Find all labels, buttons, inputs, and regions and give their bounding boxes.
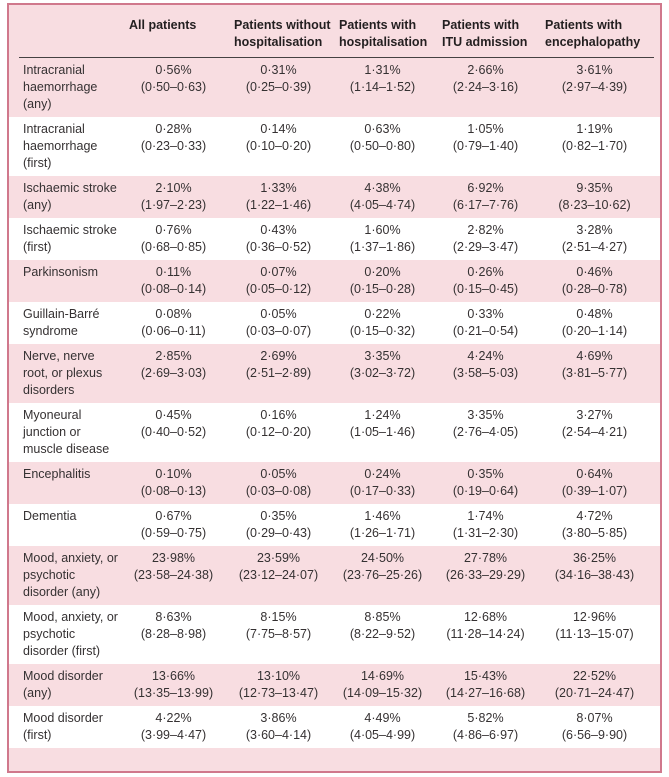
value-cell	[339, 609, 442, 643]
value-cell	[129, 264, 234, 298]
value-cell	[339, 407, 442, 441]
cell-percentage: 2·85%	[155, 349, 192, 363]
cell-confidence-interval: (14·09–15·32)	[342, 686, 423, 700]
cell-confidence-interval: (2·54–4·21)	[561, 425, 628, 439]
cell-percentage: 0·11%	[155, 265, 192, 279]
value-cell	[442, 180, 545, 214]
value-cell	[234, 121, 339, 155]
cell-confidence-interval: (8·28–8·98)	[140, 627, 207, 641]
cell-confidence-interval: (8·23–10·62)	[558, 198, 631, 212]
cell-percentage: 1·74%	[467, 509, 504, 523]
cell-confidence-interval: (26·33–29·29)	[445, 568, 526, 582]
value-cell	[442, 668, 545, 702]
cell-confidence-interval: (11·13–15·07)	[555, 627, 634, 641]
cell-percentage: 0·64%	[576, 467, 613, 481]
cell-percentage: 4·24%	[467, 349, 504, 363]
table-row	[9, 302, 660, 344]
cell-percentage: 2·66%	[467, 63, 504, 77]
value-cell	[129, 348, 234, 382]
cell-confidence-interval: (0·82–1·70)	[561, 139, 628, 153]
value-cell	[339, 668, 442, 702]
row-label: Encephalitis	[23, 467, 91, 481]
cell-percentage: 1·60%	[364, 223, 401, 237]
cell-confidence-interval: (0·15–0·45)	[452, 282, 519, 296]
column-header: Patients with hospitalisation	[339, 18, 428, 49]
table-row	[9, 706, 660, 748]
cell-confidence-interval: (1·31–2·30)	[452, 526, 519, 540]
cell-confidence-interval: (4·05–4·74)	[349, 198, 416, 212]
value-cell	[442, 407, 545, 441]
value-cell	[339, 466, 442, 500]
cell-percentage: 0·46%	[576, 265, 613, 279]
value-cell	[234, 710, 339, 744]
cell-confidence-interval: (0·39–1·07)	[561, 484, 628, 498]
cell-confidence-interval: (0·28–0·78)	[561, 282, 628, 296]
cell-percentage: 12·96%	[572, 610, 617, 624]
value-cell	[545, 668, 660, 702]
cell-confidence-interval: (0·08–0·13)	[140, 484, 207, 498]
value-cell	[339, 306, 442, 340]
cell-confidence-interval: (2·51–4·27)	[561, 240, 628, 254]
cell-percentage: 0·24%	[364, 467, 401, 481]
value-cell	[129, 609, 234, 643]
cell-confidence-interval: (0·68–0·85)	[140, 240, 207, 254]
value-cell	[234, 609, 339, 643]
cell-confidence-interval: (23·76–25·26)	[342, 568, 423, 582]
cell-confidence-interval: (34·16–38·43)	[554, 568, 635, 582]
value-cell	[442, 222, 545, 256]
cell-percentage: 1·31%	[364, 63, 401, 77]
value-cell	[339, 348, 442, 382]
outcomes-table	[7, 3, 662, 773]
cell-percentage: 4·49%	[364, 711, 401, 725]
cell-confidence-interval: (3·60–4·14)	[245, 728, 312, 742]
cell-percentage: 0·07%	[260, 265, 297, 279]
cell-confidence-interval: (2·97–4·39)	[561, 80, 628, 94]
cell-confidence-interval: (20·71–24·47)	[554, 686, 635, 700]
cell-confidence-interval: (1·37–1·86)	[349, 240, 416, 254]
cell-confidence-interval: (0·08–0·14)	[140, 282, 207, 296]
value-cell	[545, 222, 660, 256]
cell-percentage: 22·52%	[572, 669, 617, 683]
cell-percentage: 1·19%	[576, 122, 613, 136]
cell-confidence-interval: (2·24–3·16)	[452, 80, 519, 94]
value-cell	[442, 508, 545, 542]
value-cell	[234, 306, 339, 340]
cell-confidence-interval: (0·29–0·43)	[245, 526, 312, 540]
table-row	[9, 117, 660, 176]
value-cell	[545, 710, 660, 744]
cell-percentage: 2·10%	[155, 181, 192, 195]
cell-confidence-interval: (2·51–2·89)	[245, 366, 312, 380]
cell-confidence-interval: (0·06–0·11)	[141, 324, 206, 338]
value-cell	[545, 466, 660, 500]
cell-percentage: 3·61%	[576, 63, 613, 77]
cell-confidence-interval: (8·22–9·52)	[349, 627, 416, 641]
value-cell	[129, 710, 234, 744]
table-row	[9, 605, 660, 664]
table-row	[9, 546, 660, 605]
value-cell	[234, 466, 339, 500]
row-label: Mood, anxiety, or psychotic disorder (first)	[23, 610, 118, 658]
table-row	[9, 176, 660, 218]
cell-percentage: 0·76%	[155, 223, 192, 237]
cell-confidence-interval: (2·29–3·47)	[452, 240, 519, 254]
cell-percentage: 0·05%	[260, 307, 297, 321]
cell-confidence-interval: (13·35–13·99)	[133, 686, 214, 700]
table-row	[9, 260, 660, 302]
value-cell	[234, 180, 339, 214]
cell-confidence-interval: (1·05–1·46)	[349, 425, 416, 439]
row-label: Myoneural junction or muscle disease	[23, 408, 110, 456]
cell-percentage: 1·05%	[467, 122, 504, 136]
table-row	[9, 504, 660, 546]
cell-confidence-interval: (0·59–0·75)	[140, 526, 207, 540]
table-row	[9, 218, 660, 260]
value-cell	[234, 550, 339, 584]
value-cell	[545, 264, 660, 298]
value-cell	[129, 550, 234, 584]
value-cell	[339, 508, 442, 542]
value-cell	[129, 121, 234, 155]
cell-percentage: 8·15%	[260, 610, 297, 624]
cell-percentage: 0·67%	[155, 509, 192, 523]
value-cell	[129, 407, 234, 441]
value-cell	[129, 62, 234, 96]
cell-confidence-interval: (0·03–0·08)	[245, 484, 312, 498]
value-cell	[129, 668, 234, 702]
value-cell	[442, 306, 545, 340]
cell-confidence-interval: (0·03–0·07)	[245, 324, 312, 338]
cell-confidence-interval: (3·80–5·85)	[561, 526, 628, 540]
value-cell	[339, 222, 442, 256]
row-label: Guillain-Barré syndrome	[23, 307, 100, 338]
cell-percentage: 8·85%	[364, 610, 401, 624]
cell-confidence-interval: (1·26–1·71)	[349, 526, 416, 540]
value-cell	[339, 121, 442, 155]
value-cell	[339, 550, 442, 584]
value-cell	[234, 264, 339, 298]
cell-percentage: 15·43%	[463, 669, 508, 683]
cell-percentage: 0·05%	[260, 467, 297, 481]
row-label: Mood, anxiety, or psychotic disorder (any)	[23, 551, 118, 599]
value-cell	[442, 466, 545, 500]
value-cell	[545, 306, 660, 340]
cell-confidence-interval: (0·15–0·28)	[349, 282, 416, 296]
cell-percentage: 27·78%	[463, 551, 508, 565]
cell-percentage: 3·27%	[576, 408, 613, 422]
value-cell	[129, 306, 234, 340]
cell-confidence-interval: (4·86–6·97)	[452, 728, 519, 742]
cell-confidence-interval: (0·05–0·12)	[245, 282, 312, 296]
cell-confidence-interval: (7·75–8·57)	[245, 627, 312, 641]
row-label: Mood disorder (any)	[23, 669, 103, 700]
cell-confidence-interval: (6·56–9·90)	[561, 728, 628, 742]
cell-confidence-interval: (23·12–24·07)	[238, 568, 319, 582]
cell-percentage: 4·38%	[364, 181, 401, 195]
cell-confidence-interval: (3·81–5·77)	[561, 366, 628, 380]
cell-percentage: 0·16%	[260, 408, 297, 422]
table-row	[9, 403, 660, 462]
cell-percentage: 3·35%	[467, 408, 504, 422]
cell-confidence-interval: (4·05–4·99)	[349, 728, 416, 742]
row-label: Parkinsonism	[23, 265, 99, 279]
value-cell	[442, 609, 545, 643]
cell-percentage: 4·69%	[576, 349, 613, 363]
cell-confidence-interval: (0·21–0·54)	[452, 324, 519, 338]
value-cell	[545, 609, 660, 643]
cell-confidence-interval: (3·58–5·03)	[452, 366, 519, 380]
cell-confidence-interval: (14·27–16·68)	[445, 686, 526, 700]
cell-confidence-interval: (1·22–1·46)	[245, 198, 312, 212]
cell-confidence-interval: (1·14–1·52)	[349, 80, 416, 94]
cell-percentage: 1·46%	[364, 509, 401, 523]
cell-percentage: 12·68%	[463, 610, 508, 624]
cell-percentage: 4·22%	[155, 711, 192, 725]
value-cell	[234, 407, 339, 441]
cell-confidence-interval: (0·10–0·20)	[245, 139, 312, 153]
cell-percentage: 0·43%	[260, 223, 297, 237]
cell-percentage: 0·63%	[364, 122, 401, 136]
cell-percentage: 0·10%	[155, 467, 192, 481]
cell-percentage: 8·63%	[155, 610, 192, 624]
cell-confidence-interval: (0·50–0·63)	[140, 80, 207, 94]
cell-percentage: 24·50%	[360, 551, 405, 565]
cell-confidence-interval: (2·76–4·05)	[452, 425, 519, 439]
cell-confidence-interval: (3·99–4·47)	[140, 728, 207, 742]
row-label: Nerve, nerve root, or plexus disorders	[23, 349, 103, 397]
value-cell	[339, 62, 442, 96]
cell-percentage: 3·35%	[364, 349, 401, 363]
value-cell	[545, 62, 660, 96]
cell-confidence-interval: (3·02–3·72)	[349, 366, 416, 380]
row-label: Ischaemic stroke (first)	[23, 223, 117, 254]
value-cell	[545, 348, 660, 382]
cell-percentage: 0·35%	[260, 509, 297, 523]
cell-percentage: 0·56%	[155, 63, 192, 77]
cell-confidence-interval: (0·79–1·40)	[452, 139, 519, 153]
column-header: Patients without hospitalisation	[234, 18, 331, 49]
value-cell	[442, 348, 545, 382]
cell-percentage: 0·26%	[467, 265, 504, 279]
cell-percentage: 3·28%	[576, 223, 613, 237]
cell-percentage: 0·31%	[260, 63, 297, 77]
cell-confidence-interval: (0·17–0·33)	[349, 484, 416, 498]
cell-percentage: 0·48%	[576, 307, 613, 321]
cell-confidence-interval: (23·58–24·38)	[133, 568, 214, 582]
cell-percentage: 2·69%	[260, 349, 297, 363]
cell-percentage: 2·82%	[467, 223, 504, 237]
table-body	[9, 58, 660, 748]
value-cell	[234, 62, 339, 96]
row-label: Mood disorder (first)	[23, 711, 103, 742]
cell-percentage: 0·33%	[467, 307, 504, 321]
cell-percentage: 1·33%	[260, 181, 297, 195]
cell-confidence-interval: (0·25–0·39)	[245, 80, 312, 94]
cell-percentage: 8·07%	[576, 711, 613, 725]
value-cell	[129, 508, 234, 542]
value-cell	[442, 62, 545, 96]
cell-confidence-interval: (11·28–14·24)	[446, 627, 525, 641]
cell-confidence-interval: (0·15–0·32)	[349, 324, 416, 338]
table-row	[9, 58, 660, 117]
cell-confidence-interval: (0·40–0·52)	[140, 425, 207, 439]
cell-percentage: 0·22%	[364, 307, 401, 321]
cell-confidence-interval: (0·23–0·33)	[140, 139, 207, 153]
cell-percentage: 9·35%	[576, 181, 613, 195]
cell-percentage: 0·45%	[155, 408, 192, 422]
cell-percentage: 0·28%	[155, 122, 192, 136]
cell-percentage: 0·20%	[364, 265, 401, 279]
cell-confidence-interval: (0·19–0·64)	[452, 484, 519, 498]
table-header-row	[9, 5, 660, 57]
value-cell	[545, 407, 660, 441]
value-cell	[442, 550, 545, 584]
cell-confidence-interval: (0·12–0·20)	[245, 425, 312, 439]
row-label: Dementia	[23, 509, 77, 523]
cell-percentage: 5·82%	[467, 711, 504, 725]
value-cell	[339, 264, 442, 298]
cell-percentage: 13·10%	[256, 669, 301, 683]
value-cell	[129, 466, 234, 500]
column-header: All patients	[129, 18, 197, 32]
cell-confidence-interval: (0·36–0·52)	[245, 240, 312, 254]
cell-percentage: 4·72%	[576, 509, 613, 523]
table-footer-strip	[9, 748, 660, 771]
cell-percentage: 23·59%	[256, 551, 301, 565]
value-cell	[234, 348, 339, 382]
value-cell	[442, 710, 545, 744]
cell-percentage: 0·14%	[260, 122, 297, 136]
value-cell	[339, 710, 442, 744]
cell-percentage: 1·24%	[364, 408, 401, 422]
row-label: Intracranial haemorrhage (first)	[23, 122, 98, 170]
cell-percentage: 13·66%	[151, 669, 196, 683]
row-label: Intracranial haemorrhage (any)	[23, 63, 98, 111]
row-label: Ischaemic stroke (any)	[23, 181, 117, 212]
cell-percentage: 14·69%	[360, 669, 405, 683]
cell-confidence-interval: (2·69–3·03)	[140, 366, 207, 380]
value-cell	[129, 222, 234, 256]
table-row	[9, 462, 660, 504]
value-cell	[234, 222, 339, 256]
value-cell	[545, 121, 660, 155]
cell-confidence-interval: (1·97–2·23)	[140, 198, 207, 212]
column-header: Patients with ITU admission	[442, 18, 528, 49]
cell-percentage: 0·35%	[467, 467, 504, 481]
column-header: Patients with encephalopathy	[545, 18, 641, 49]
value-cell	[442, 264, 545, 298]
cell-confidence-interval: (0·20–1·14)	[561, 324, 628, 338]
cell-confidence-interval: (0·50–0·80)	[349, 139, 416, 153]
value-cell	[545, 508, 660, 542]
cell-percentage: 6·92%	[467, 181, 504, 195]
value-cell	[129, 180, 234, 214]
value-cell	[545, 550, 660, 584]
cell-percentage: 23·98%	[151, 551, 196, 565]
table-row	[9, 664, 660, 706]
table-row	[9, 344, 660, 403]
cell-percentage: 0·08%	[155, 307, 192, 321]
cell-percentage: 36·25%	[572, 551, 617, 565]
cell-confidence-interval: (6·17–7·76)	[452, 198, 519, 212]
cell-percentage: 3·86%	[260, 711, 297, 725]
value-cell	[339, 180, 442, 214]
value-cell	[442, 121, 545, 155]
cell-confidence-interval: (12·73–13·47)	[238, 686, 319, 700]
value-cell	[545, 180, 660, 214]
value-cell	[234, 508, 339, 542]
value-cell	[234, 668, 339, 702]
